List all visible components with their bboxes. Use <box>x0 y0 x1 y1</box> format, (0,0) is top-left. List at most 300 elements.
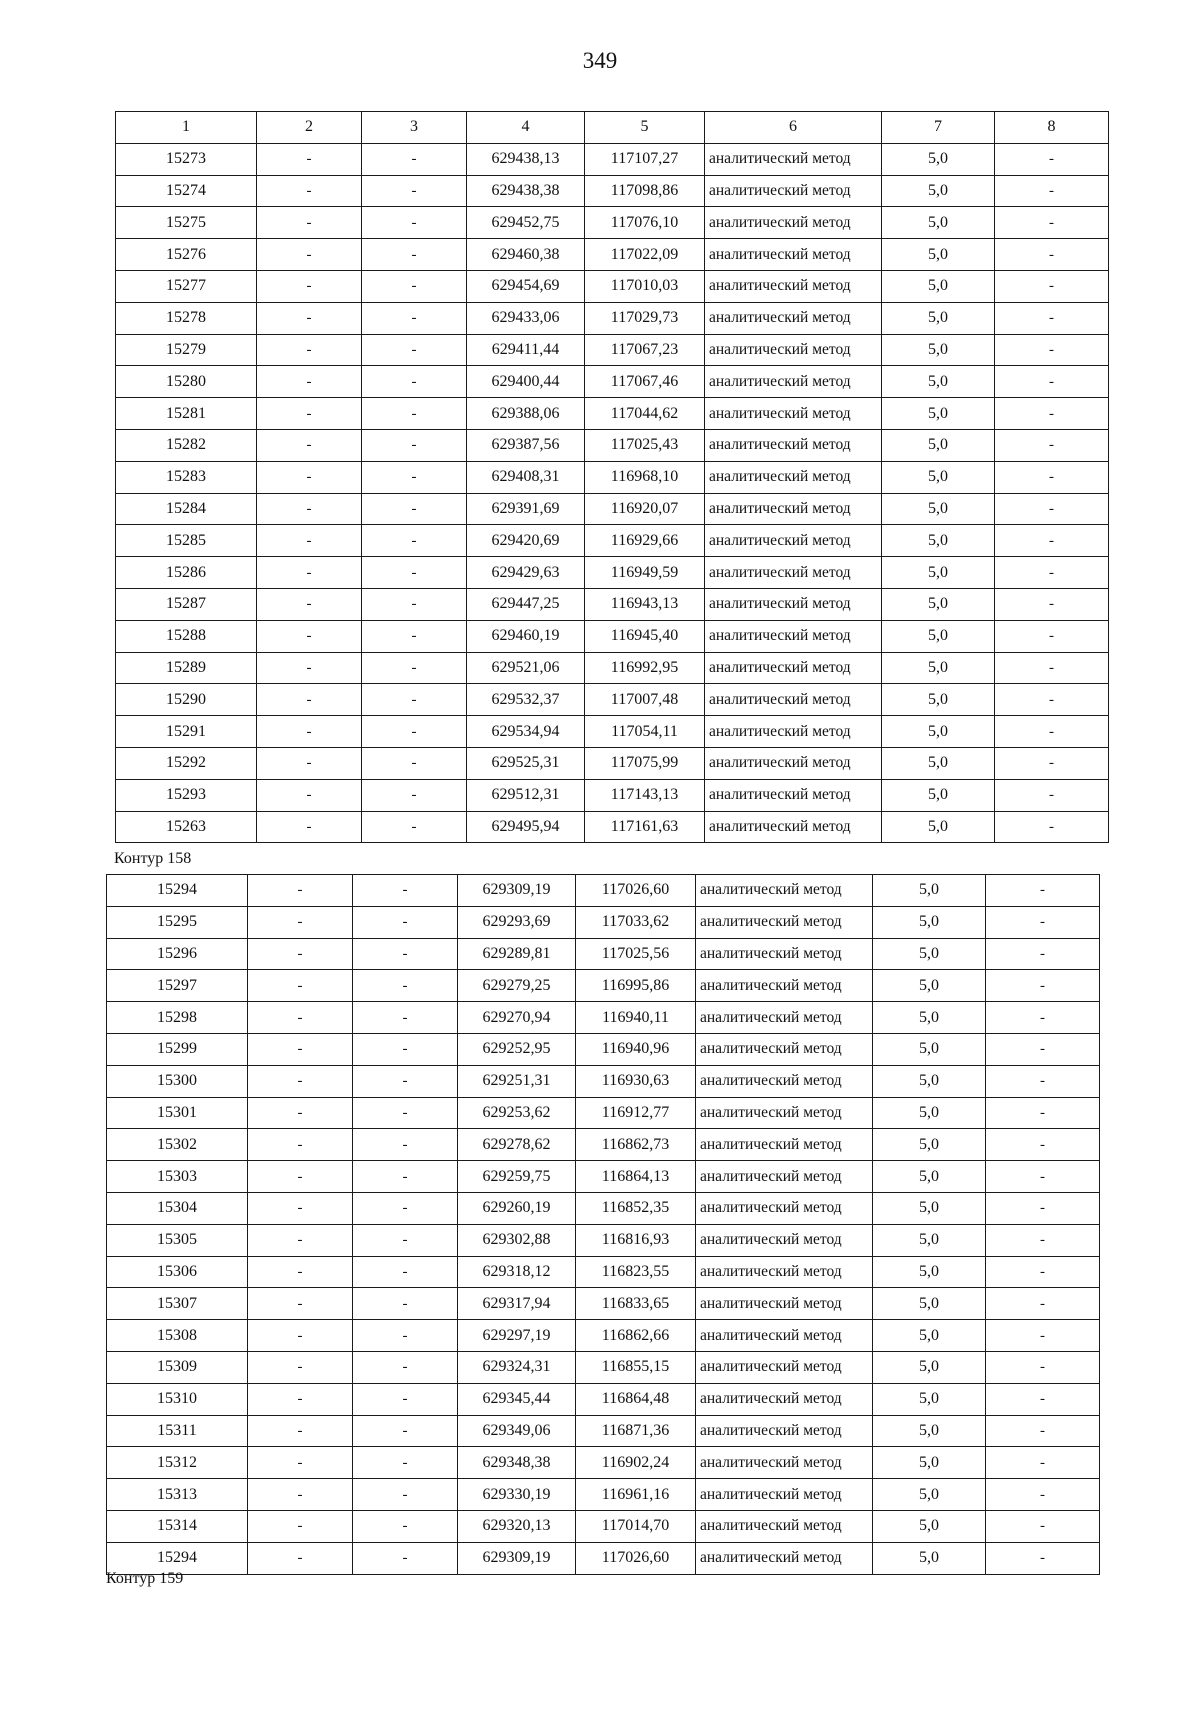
table-cell: - <box>362 747 467 779</box>
table-cell: - <box>362 461 467 493</box>
table-cell: 5,0 <box>873 1129 986 1161</box>
table-cell: 629438,38 <box>467 175 585 207</box>
table-cell: 629388,06 <box>467 398 585 430</box>
table-cell: - <box>353 1256 458 1288</box>
table-cell: 629349,06 <box>458 1415 576 1447</box>
table-cell: - <box>257 207 362 239</box>
table-cell: 15282 <box>116 429 257 461</box>
table-cell: аналитический метод <box>696 1510 873 1542</box>
table-cell: 15284 <box>116 493 257 525</box>
table-cell: аналитический метод <box>705 620 882 652</box>
table-cell: - <box>362 811 467 843</box>
table-cell: аналитический метод <box>705 493 882 525</box>
header-cell: 3 <box>362 112 467 144</box>
table-cell: 5,0 <box>882 493 995 525</box>
table-cell: - <box>362 429 467 461</box>
table-cell: - <box>248 1542 353 1574</box>
table-cell: - <box>257 366 362 398</box>
table-row <box>116 620 1109 652</box>
table-row <box>116 207 1109 239</box>
table-cell: - <box>995 588 1109 620</box>
table-cell: аналитический метод <box>705 747 882 779</box>
table-cell: - <box>995 461 1109 493</box>
table-cell: 629429,63 <box>467 557 585 589</box>
table-cell: аналитический метод <box>705 175 882 207</box>
table-cell: - <box>248 875 353 907</box>
table-cell: - <box>257 493 362 525</box>
table-cell: 5,0 <box>882 779 995 811</box>
table-cell: 15283 <box>116 461 257 493</box>
table-cell: - <box>353 1510 458 1542</box>
table-cell: - <box>257 620 362 652</box>
table-cell: аналитический метод <box>696 1320 873 1352</box>
table-cell: - <box>995 207 1109 239</box>
table-cell: 5,0 <box>882 620 995 652</box>
table-cell: - <box>257 684 362 716</box>
table-cell: 5,0 <box>882 684 995 716</box>
table-cell: 629532,37 <box>467 684 585 716</box>
table-cell: - <box>353 1224 458 1256</box>
table-cell: 116862,73 <box>576 1129 696 1161</box>
table-cell: 116855,15 <box>576 1351 696 1383</box>
table-row <box>116 588 1109 620</box>
table-cell: - <box>248 1320 353 1352</box>
table-cell: 629411,44 <box>467 334 585 366</box>
table-cell: 117067,46 <box>585 366 705 398</box>
table-row <box>116 270 1109 302</box>
table-cell: - <box>986 1065 1100 1097</box>
table-cell: - <box>257 779 362 811</box>
table-cell: 15304 <box>107 1192 248 1224</box>
table-row <box>107 1033 1100 1065</box>
table-cell: 117076,10 <box>585 207 705 239</box>
table-cell: 629400,44 <box>467 366 585 398</box>
table-cell: - <box>995 398 1109 430</box>
table-cell: - <box>257 811 362 843</box>
table-cell: 15309 <box>107 1351 248 1383</box>
table-cell: - <box>257 270 362 302</box>
table-cell: аналитический метод <box>705 270 882 302</box>
table-cell: 117098,86 <box>585 175 705 207</box>
table-cell: 15294 <box>107 1542 248 1574</box>
table-cell: - <box>362 525 467 557</box>
table-cell: - <box>986 1192 1100 1224</box>
table-cell: 5,0 <box>882 716 995 748</box>
table-row <box>116 175 1109 207</box>
table-cell: - <box>257 143 362 175</box>
table-cell: 629318,12 <box>458 1256 576 1288</box>
table-cell: аналитический метод <box>705 684 882 716</box>
table-row <box>107 1320 1100 1352</box>
table-cell: 5,0 <box>873 1479 986 1511</box>
table-row <box>107 1224 1100 1256</box>
table-cell: 5,0 <box>873 1415 986 1447</box>
header-cell: 2 <box>257 112 362 144</box>
table-cell: - <box>257 302 362 334</box>
table-cell: - <box>257 747 362 779</box>
table-cell: аналитический метод <box>696 875 873 907</box>
table-row <box>107 1065 1100 1097</box>
table-cell: 629279,25 <box>458 970 576 1002</box>
table-cell: аналитический метод <box>696 938 873 970</box>
table-cell: - <box>995 334 1109 366</box>
table-cell: 15277 <box>116 270 257 302</box>
table-cell: аналитический метод <box>696 1129 873 1161</box>
table-cell: - <box>362 334 467 366</box>
table-cell: 117025,43 <box>585 429 705 461</box>
table-cell: 116864,48 <box>576 1383 696 1415</box>
table-cell: 629253,62 <box>458 1097 576 1129</box>
table-cell: аналитический метод <box>696 1288 873 1320</box>
table-cell: - <box>995 525 1109 557</box>
table-row <box>116 716 1109 748</box>
table-cell: - <box>353 875 458 907</box>
table-cell: 629521,06 <box>467 652 585 684</box>
table-cell: - <box>995 239 1109 271</box>
table-cell: - <box>986 1256 1100 1288</box>
table-cell: - <box>362 779 467 811</box>
table-cell: - <box>248 1161 353 1193</box>
header-cell: 4 <box>467 112 585 144</box>
table-cell: - <box>257 588 362 620</box>
table-cell: 629438,13 <box>467 143 585 175</box>
table-row <box>116 525 1109 557</box>
table-cell: 5,0 <box>873 1224 986 1256</box>
table-cell: 15289 <box>116 652 257 684</box>
table-cell: - <box>353 1002 458 1034</box>
table-cell: 5,0 <box>882 270 995 302</box>
table-cell: 15303 <box>107 1161 248 1193</box>
table-cell: - <box>353 1542 458 1574</box>
contour-158-label: Контур 158 <box>114 850 192 867</box>
table-cell: аналитический метод <box>705 239 882 271</box>
table-cell: 117022,09 <box>585 239 705 271</box>
table-cell: 629447,25 <box>467 588 585 620</box>
table-cell: 5,0 <box>882 175 995 207</box>
header-cell: 6 <box>705 112 882 144</box>
table-cell: - <box>995 429 1109 461</box>
table-cell: 116902,24 <box>576 1447 696 1479</box>
table-cell: 629495,94 <box>467 811 585 843</box>
table-cell: - <box>353 1097 458 1129</box>
table-cell: 5,0 <box>873 1033 986 1065</box>
table-cell: 629345,44 <box>458 1383 576 1415</box>
table-cell: - <box>257 716 362 748</box>
header-cell: 1 <box>116 112 257 144</box>
table-cell: - <box>248 906 353 938</box>
table-cell: - <box>995 143 1109 175</box>
table-cell: 116823,55 <box>576 1256 696 1288</box>
table-cell: - <box>248 1288 353 1320</box>
table-cell: 5,0 <box>873 1097 986 1129</box>
table-cell: - <box>995 270 1109 302</box>
table-cell: аналитический метод <box>696 1065 873 1097</box>
header-cell: 7 <box>882 112 995 144</box>
table-cell: 15281 <box>116 398 257 430</box>
table-cell: - <box>257 461 362 493</box>
table-cell: 116940,11 <box>576 1002 696 1034</box>
table-cell: аналитический метод <box>705 366 882 398</box>
table-row <box>107 906 1100 938</box>
table-cell: - <box>362 493 467 525</box>
table-cell: - <box>995 557 1109 589</box>
table-cell: - <box>986 1415 1100 1447</box>
table-cell: аналитический метод <box>705 143 882 175</box>
table-cell: 15305 <box>107 1224 248 1256</box>
table-row <box>116 461 1109 493</box>
table-cell: 15280 <box>116 366 257 398</box>
table-row <box>116 557 1109 589</box>
table-cell: - <box>353 1447 458 1479</box>
table-cell: 5,0 <box>882 398 995 430</box>
table-row <box>116 747 1109 779</box>
table-cell: 629324,31 <box>458 1351 576 1383</box>
table-cell: - <box>257 239 362 271</box>
table-row <box>107 1447 1100 1479</box>
table-cell: 116961,16 <box>576 1479 696 1511</box>
table-cell: 15298 <box>107 1002 248 1034</box>
table-row <box>116 302 1109 334</box>
table-cell: 5,0 <box>882 207 995 239</box>
table-cell: аналитический метод <box>696 906 873 938</box>
table-cell: 116862,66 <box>576 1320 696 1352</box>
table-cell: 5,0 <box>882 366 995 398</box>
header-cell: 5 <box>585 112 705 144</box>
table-cell: 629251,31 <box>458 1065 576 1097</box>
table-cell: - <box>257 334 362 366</box>
table-cell: 15306 <box>107 1256 248 1288</box>
table-cell: - <box>257 429 362 461</box>
table-cell: 5,0 <box>882 461 995 493</box>
table-cell: 15301 <box>107 1097 248 1129</box>
table-cell: 629260,19 <box>458 1192 576 1224</box>
table-cell: - <box>986 1288 1100 1320</box>
table-cell: 5,0 <box>882 239 995 271</box>
table-row <box>107 1288 1100 1320</box>
table-cell: 629512,31 <box>467 779 585 811</box>
table-row <box>116 493 1109 525</box>
table-cell: аналитический метод <box>705 557 882 589</box>
table-cell: 116992,95 <box>585 652 705 684</box>
table-cell: 116871,36 <box>576 1415 696 1447</box>
table-cell: 629460,19 <box>467 620 585 652</box>
table-cell: аналитический метод <box>705 588 882 620</box>
table-cell: аналитический метод <box>696 1224 873 1256</box>
table-cell: - <box>257 175 362 207</box>
table-cell: - <box>986 1479 1100 1511</box>
table-cell: 629452,75 <box>467 207 585 239</box>
table-cell: 117026,60 <box>576 1542 696 1574</box>
table-cell: 5,0 <box>882 557 995 589</box>
table-cell: - <box>257 525 362 557</box>
table-cell: 5,0 <box>873 1542 986 1574</box>
table-cell: 629289,81 <box>458 938 576 970</box>
table-cell: - <box>362 588 467 620</box>
table-cell: 629309,19 <box>458 875 576 907</box>
table-cell: 15307 <box>107 1288 248 1320</box>
table-cell: 116943,13 <box>585 588 705 620</box>
table-cell: 116940,96 <box>576 1033 696 1065</box>
table-cell: 5,0 <box>882 652 995 684</box>
table-cell: 116816,93 <box>576 1224 696 1256</box>
table-cell: 116852,35 <box>576 1192 696 1224</box>
table-cell: 15263 <box>116 811 257 843</box>
table-cell: 15273 <box>116 143 257 175</box>
contour-159-label: Контур 159 <box>106 1570 184 1587</box>
table-row <box>116 239 1109 271</box>
table-cell: аналитический метод <box>696 1383 873 1415</box>
table-cell: аналитический метод <box>696 1002 873 1034</box>
table-cell: 15296 <box>107 938 248 970</box>
table-row <box>107 1383 1100 1415</box>
table-cell: - <box>248 1447 353 1479</box>
table-row <box>107 1542 1100 1574</box>
table-cell: - <box>995 366 1109 398</box>
table-cell: - <box>248 1002 353 1034</box>
table-cell: - <box>353 1320 458 1352</box>
page-number: 349 <box>582 48 618 73</box>
table-cell: - <box>248 1479 353 1511</box>
table-row <box>107 1161 1100 1193</box>
table-cell: 117107,27 <box>585 143 705 175</box>
table-cell: - <box>362 207 467 239</box>
table-cell: 15313 <box>107 1479 248 1511</box>
table-cell: 5,0 <box>873 970 986 1002</box>
table-cell: 629278,62 <box>458 1129 576 1161</box>
table-cell: 116864,13 <box>576 1161 696 1193</box>
table-cell: - <box>986 1320 1100 1352</box>
table-cell: - <box>986 1224 1100 1256</box>
table-cell: 5,0 <box>873 1351 986 1383</box>
table-cell: 116833,65 <box>576 1288 696 1320</box>
table-cell: - <box>362 652 467 684</box>
table-cell: 629317,94 <box>458 1288 576 1320</box>
table-cell: 629320,13 <box>458 1510 576 1542</box>
table-cell: - <box>353 906 458 938</box>
table-cell: 5,0 <box>882 429 995 461</box>
table-cell: 5,0 <box>873 1447 986 1479</box>
table-cell: - <box>353 1129 458 1161</box>
table-cell: - <box>248 1033 353 1065</box>
table-cell: 5,0 <box>873 906 986 938</box>
coordinates-table-2 <box>106 874 1100 1575</box>
table-cell: 15308 <box>107 1320 248 1352</box>
table-cell: - <box>362 143 467 175</box>
table-cell: - <box>362 239 467 271</box>
table-cell: 15286 <box>116 557 257 589</box>
table-row <box>107 1256 1100 1288</box>
table-cell: - <box>362 716 467 748</box>
table-cell: - <box>353 938 458 970</box>
table-cell: 15311 <box>107 1415 248 1447</box>
table-cell: 5,0 <box>873 1383 986 1415</box>
table-cell: - <box>353 1161 458 1193</box>
table-cell: - <box>995 302 1109 334</box>
table-cell: - <box>353 1415 458 1447</box>
table-cell: - <box>995 747 1109 779</box>
table-cell: 15293 <box>116 779 257 811</box>
table-cell: 117054,11 <box>585 716 705 748</box>
table-cell: аналитический метод <box>705 334 882 366</box>
table-cell: - <box>995 716 1109 748</box>
table-row <box>107 1192 1100 1224</box>
table-row <box>116 143 1109 175</box>
table-cell: аналитический метод <box>705 398 882 430</box>
table-cell: 5,0 <box>882 525 995 557</box>
table-cell: 15314 <box>107 1510 248 1542</box>
table-cell: аналитический метод <box>696 1415 873 1447</box>
table-cell: - <box>248 970 353 1002</box>
table-cell: 117014,70 <box>576 1510 696 1542</box>
table-cell: - <box>353 1192 458 1224</box>
table-cell: 15287 <box>116 588 257 620</box>
table-cell: 5,0 <box>873 1256 986 1288</box>
table-cell: - <box>995 620 1109 652</box>
table-cell: 629297,19 <box>458 1320 576 1352</box>
table-cell: - <box>257 557 362 589</box>
table-cell: 5,0 <box>882 302 995 334</box>
table-cell: 15294 <box>107 875 248 907</box>
table-cell: 15302 <box>107 1129 248 1161</box>
table-cell: 116945,40 <box>585 620 705 652</box>
table-cell: 5,0 <box>873 1161 986 1193</box>
table-cell: аналитический метод <box>696 1479 873 1511</box>
table-cell: - <box>353 1288 458 1320</box>
table-cell: 117007,48 <box>585 684 705 716</box>
table-cell: 117075,99 <box>585 747 705 779</box>
table-cell: 15275 <box>116 207 257 239</box>
table-cell: 629302,88 <box>458 1224 576 1256</box>
table-cell: 117067,23 <box>585 334 705 366</box>
table-cell: 117010,03 <box>585 270 705 302</box>
table-cell: 116968,10 <box>585 461 705 493</box>
coordinates-table-1 <box>115 111 1109 843</box>
table-row <box>107 1129 1100 1161</box>
table-cell: 15290 <box>116 684 257 716</box>
header-cell: 8 <box>995 112 1109 144</box>
table-cell: аналитический метод <box>696 1447 873 1479</box>
table-cell: - <box>353 1383 458 1415</box>
table-cell: - <box>986 938 1100 970</box>
table-row <box>116 334 1109 366</box>
table-cell: 117033,62 <box>576 906 696 938</box>
table-cell: - <box>986 1351 1100 1383</box>
table-cell: 116929,66 <box>585 525 705 557</box>
table-row <box>107 938 1100 970</box>
table-cell: 15295 <box>107 906 248 938</box>
table-cell: - <box>248 1065 353 1097</box>
table-row <box>116 429 1109 461</box>
table-cell: - <box>362 398 467 430</box>
table-cell: 117044,62 <box>585 398 705 430</box>
table-cell: - <box>986 1033 1100 1065</box>
table-cell: 629293,69 <box>458 906 576 938</box>
table-cell: 116949,59 <box>585 557 705 589</box>
table-row <box>107 1351 1100 1383</box>
table-cell: - <box>353 1479 458 1511</box>
table-cell: 15312 <box>107 1447 248 1479</box>
table-cell: - <box>248 938 353 970</box>
table-cell: - <box>353 970 458 1002</box>
table-cell: аналитический метод <box>696 1192 873 1224</box>
table-cell: 116912,77 <box>576 1097 696 1129</box>
table-cell: 5,0 <box>873 1002 986 1034</box>
header-row <box>116 112 1109 144</box>
table-cell: - <box>248 1383 353 1415</box>
table-row <box>116 652 1109 684</box>
table-cell: 15278 <box>116 302 257 334</box>
table-cell: 629534,94 <box>467 716 585 748</box>
